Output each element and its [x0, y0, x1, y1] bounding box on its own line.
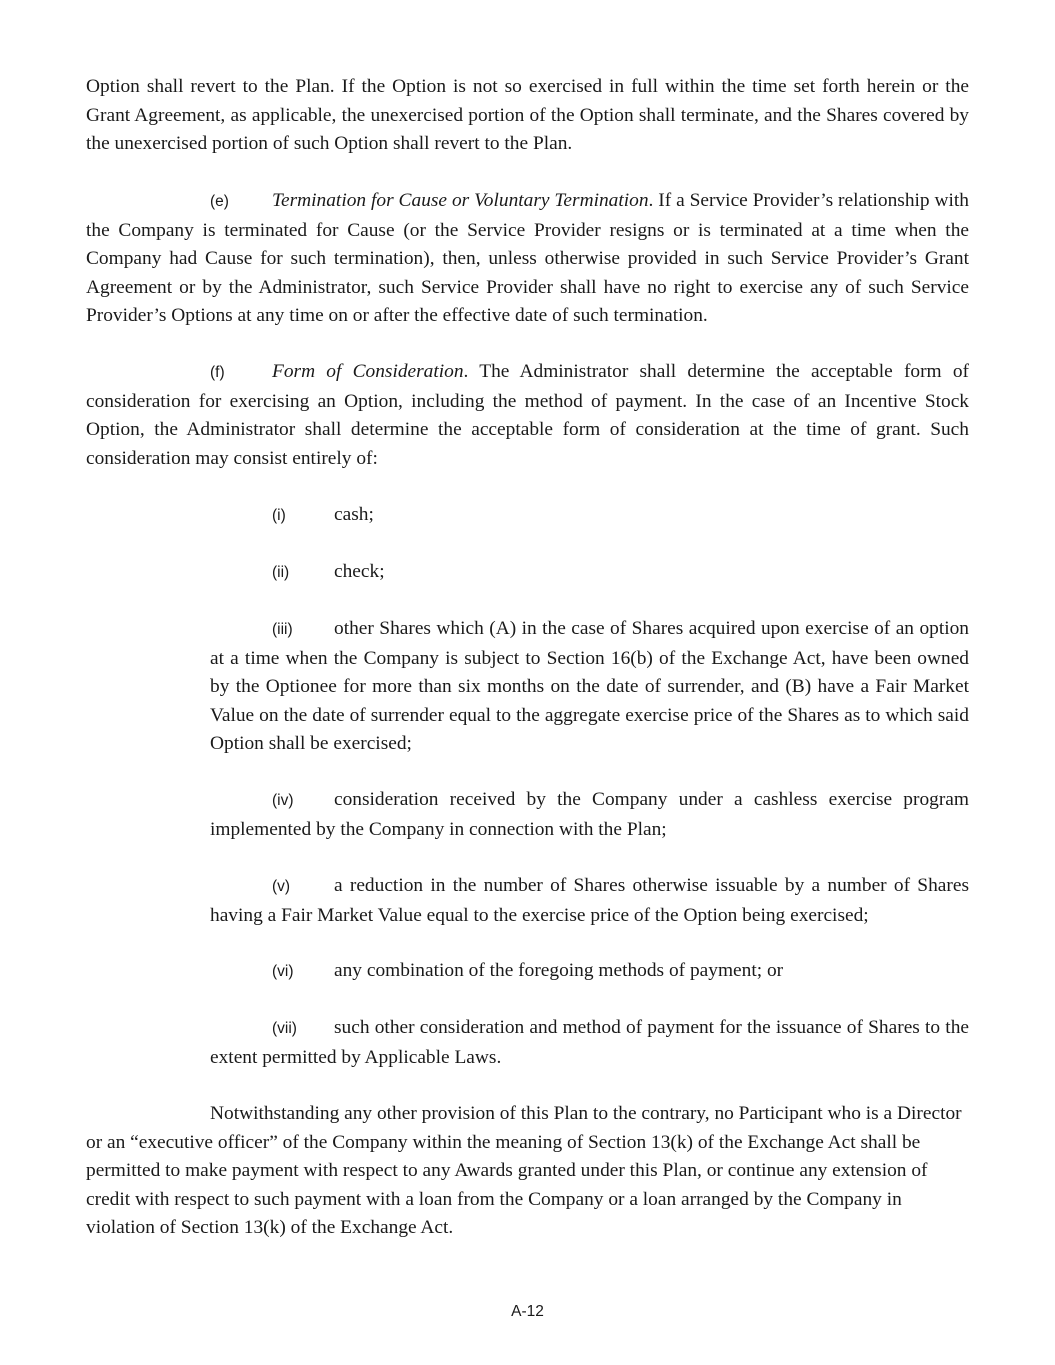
- consideration-item-i: [272, 501, 374, 531]
- paragraph-notwithstanding: Notwithstanding any other provision of this Plan to the contrary, no Participant who is a Director or an “executive officer” of the Company within the meaning of Section 13(k) of the Exchange Act shall be permitted to make payment with respect to any Awards granted under this Plan, or continue any extension of credit with respect to such payment with a loan from the Company or a loan arranged by the Company in violation of Section 13(k) of the Exchange Act.: [86, 1103, 962, 1239]
- item-text: consideration received by the Company under a cashless exercise program implemented by the Company in connection with the Plan;: [210, 789, 969, 840]
- section-e-label: (e): [210, 193, 229, 210]
- section-f-label: (f): [210, 364, 225, 381]
- section-f-title: Form of Consideration: [272, 361, 464, 382]
- section-f-paragraph: [86, 358, 969, 473]
- consideration-item-iii: [210, 615, 969, 759]
- item-label: (vii): [272, 1020, 297, 1037]
- item-label: (i): [272, 507, 286, 524]
- item-text: other Shares which (A) in the case of Shares acquired upon exercise of an option at a time when the Company is subject to Section 16(b) of the Exchange Act, have been owned by the Optionee for more than six months on the date of surrender, and (B) have a Fair Market Value on the date of surrender equal to the aggregate exercise price of the Shares as to which said Option shall be exercised;: [210, 618, 969, 755]
- consideration-item-ii: [272, 558, 385, 588]
- page-number: A-12: [511, 1303, 544, 1320]
- item-text: a reduction in the number of Shares otherwise issuable by a number of Shares having a Fair Market Value equal to the exercise price of the Option being exercised;: [210, 875, 969, 926]
- item-text: such other consideration and method of payment for the issuance of Shares to the extent permitted by Applicable Laws.: [210, 1017, 969, 1068]
- consideration-item-vi: [272, 957, 783, 987]
- consideration-item-iv: [210, 786, 969, 844]
- section-e-body: . If a Service Provider’s relationship with the Company is terminated for Cause (or the Service Provider resigns or is terminated at a time when the Company had Cause for such termination), then, unless otherwise provided in such Service Provider’s Grant Agreement or by the Administrator, such Service Provider shall have no right to exercise any of such Service Provider’s Options at any time on or after the effective date of such termination.: [86, 190, 969, 327]
- item-label: (iv): [272, 792, 294, 809]
- section-e-paragraph: [86, 187, 969, 331]
- section-f-body: . The Administrator shall determine the acceptable form of consideration for exercising an Option, including the method of payment. In the case of an Incentive Stock Option, the Administrator shall determine the acceptable form of consideration at the time of grant. Such consideration may consist entirely of:: [86, 361, 969, 469]
- item-text: cash;: [334, 504, 374, 525]
- item-label: (iii): [272, 621, 293, 638]
- item-label: (v): [272, 878, 291, 895]
- item-text: check;: [334, 561, 385, 582]
- item-text: any combination of the foregoing methods of payment; or: [334, 960, 784, 981]
- consideration-item-v: [210, 872, 969, 930]
- section-e-title: Termination for Cause or Voluntary Termination: [272, 190, 649, 211]
- item-label: (ii): [272, 564, 290, 581]
- paragraph-option-revert: Option shall revert to the Plan. If the Option is not so exercised in full within the time set forth herein or the Grant Agreement, as applicable, the unexercised portion of the Option shall terminate, and the Shares covered by the unexercised portion of such Option shall revert to the Plan.: [86, 76, 969, 155]
- consideration-item-vii: [210, 1014, 969, 1072]
- item-label: (vi): [272, 963, 294, 980]
